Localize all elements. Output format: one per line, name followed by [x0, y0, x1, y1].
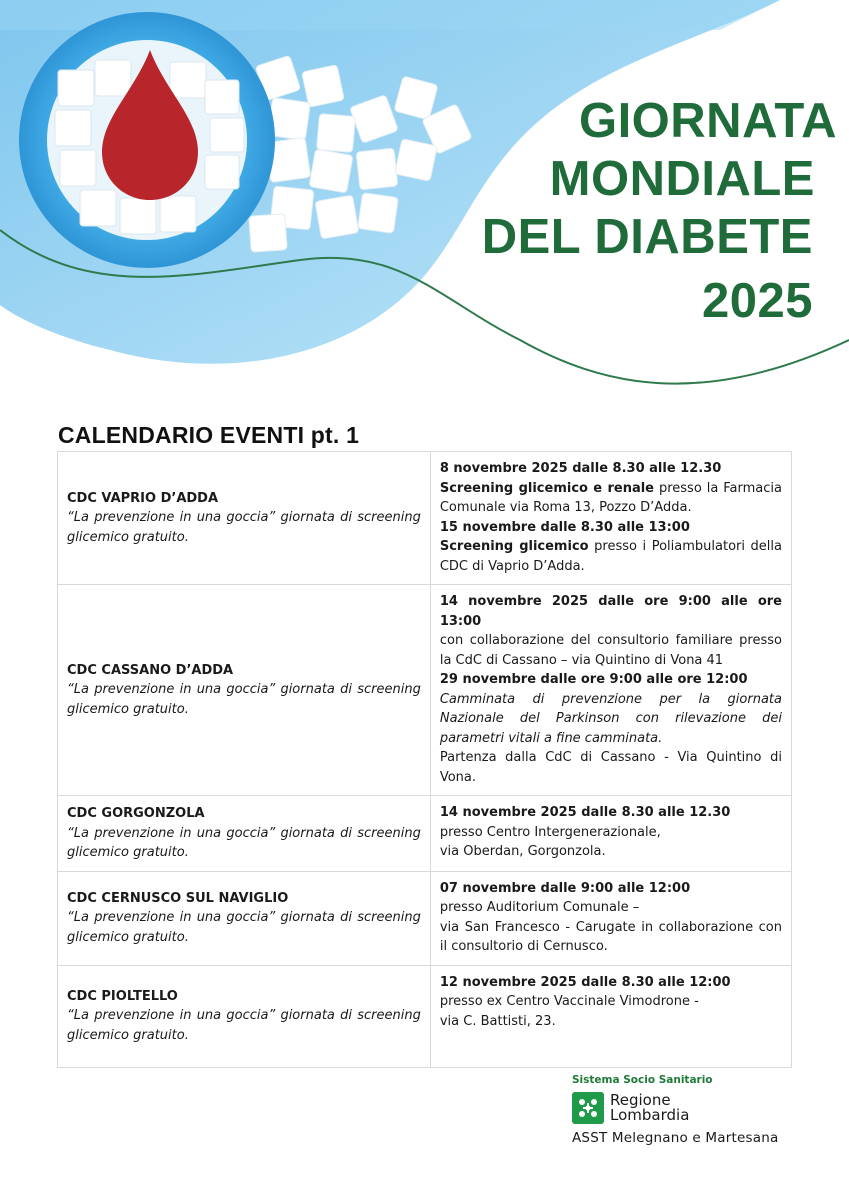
event-address: via San Francesco - Carugate in collaborazione con il consultorio di Cernusco. [439, 919, 782, 954]
region-line: Lombardia [610, 1106, 690, 1124]
event-details-cell [430, 452, 791, 585]
cdc-description: “La prevenzione in una goccia” giornata di screening glicemico gratuito. [67, 510, 421, 545]
event-details-cell [430, 796, 791, 872]
event-activity: Screening glicemico [439, 539, 589, 554]
cdc-name: CDC VAPRIO D’ADDA [67, 490, 219, 506]
event-location-cell [58, 796, 431, 872]
title-line: DEL DIABETE [481, 210, 813, 264]
event-place: con collaborazione del consultorio familiare presso la CdC di Cassano – via Quintino di Vona 41 [439, 633, 782, 668]
title-line: MONDIALE [549, 152, 815, 206]
event-location-cell [58, 452, 431, 585]
event-date: 07 novembre dalle 9:00 alle 12:00 [439, 880, 691, 896]
title-line: GIORNATA [578, 94, 837, 148]
cdc-name: CDC PIOLTELLO [67, 988, 178, 1004]
event-place: presso i Poliambulatori della CDC di Vaprio D’Adda. [439, 539, 782, 574]
event-details-cell [430, 871, 791, 965]
table-row [58, 965, 792, 1067]
regione-lombardia-rose-icon [572, 1092, 604, 1124]
event-place: Partenza dalla CdC di Cassano - Via Quintino di Vona. [439, 750, 782, 785]
cdc-name: CDC CASSANO D’ADDA [67, 662, 234, 678]
regione-lombardia-logo [572, 1074, 812, 1146]
event-activity: Camminata di prevenzione per la giornata Nazionale del Parkinson con rilevazione dei parametri vitali a fine camminata. [439, 691, 782, 746]
event-location-cell [58, 871, 431, 965]
cdc-name: CDC GORGONZOLA [67, 806, 205, 821]
table-row [58, 871, 792, 965]
logo-mark [572, 1092, 812, 1124]
cdc-description: “La prevenzione in una goccia” giornata di screening glicemico gratuito. [67, 1008, 421, 1043]
calendar-heading: CALENDARIO EVENTI pt. 1 [58, 422, 360, 448]
event-place: presso Auditorium Comunale – [439, 900, 640, 915]
cdc-description: “La prevenzione in una goccia” giornata di screening glicemico gratuito. [67, 825, 421, 860]
table-row [58, 585, 792, 796]
event-address: via C. Battisti, 23. [439, 1013, 556, 1029]
event-details-cell [430, 965, 791, 1067]
events-table [57, 451, 792, 1068]
event-date: 14 novembre 2025 dalle 8.30 alle 12.30 [439, 805, 731, 820]
asst-name: ASST Melegnano e Martesana [572, 1130, 779, 1146]
page-title [415, 92, 835, 330]
event-activity: Screening glicemico e renale [439, 480, 655, 496]
table-row [58, 452, 792, 585]
event-date: 29 novembre dalle ore 9:00 alle ore 12:00 [439, 672, 748, 687]
event-place: presso Centro Intergenerazionale, [439, 824, 661, 840]
event-address: via Oberdan, Gorgonzola. [439, 844, 606, 859]
event-details-cell [430, 585, 791, 796]
cdc-description: “La prevenzione in una goccia” giornata di screening glicemico gratuito. [67, 910, 421, 945]
event-date: 15 novembre dalle 8.30 alle 13:00 [439, 519, 690, 535]
system-label: Sistema Socio Sanitario [572, 1074, 713, 1086]
event-date: 14 novembre 2025 dalle ore 9:00 alle ore 13:00 [439, 594, 782, 629]
event-location-cell [58, 965, 431, 1067]
event-date: 8 novembre 2025 dalle 8.30 alle 12.30 [439, 461, 722, 476]
cdc-description: “La prevenzione in una goccia” giornata di screening glicemico gratuito. [67, 682, 421, 717]
event-place: presso ex Centro Vaccinale Vimodrone - [439, 994, 699, 1009]
event-location-cell [58, 585, 431, 796]
hero-banner [0, 0, 849, 420]
event-date: 12 novembre 2025 dalle 8.30 alle 12:00 [439, 974, 731, 990]
event-place: presso la Farmacia Comunale via Roma 13, Pozzo D’Adda. [439, 480, 782, 515]
cdc-name: CDC CERNUSCO SUL NAVIGLIO [67, 890, 289, 906]
region-line: Regione [610, 1091, 671, 1109]
title-year: 2025 [701, 274, 813, 328]
region-name [610, 1093, 689, 1123]
table-row [58, 796, 792, 872]
